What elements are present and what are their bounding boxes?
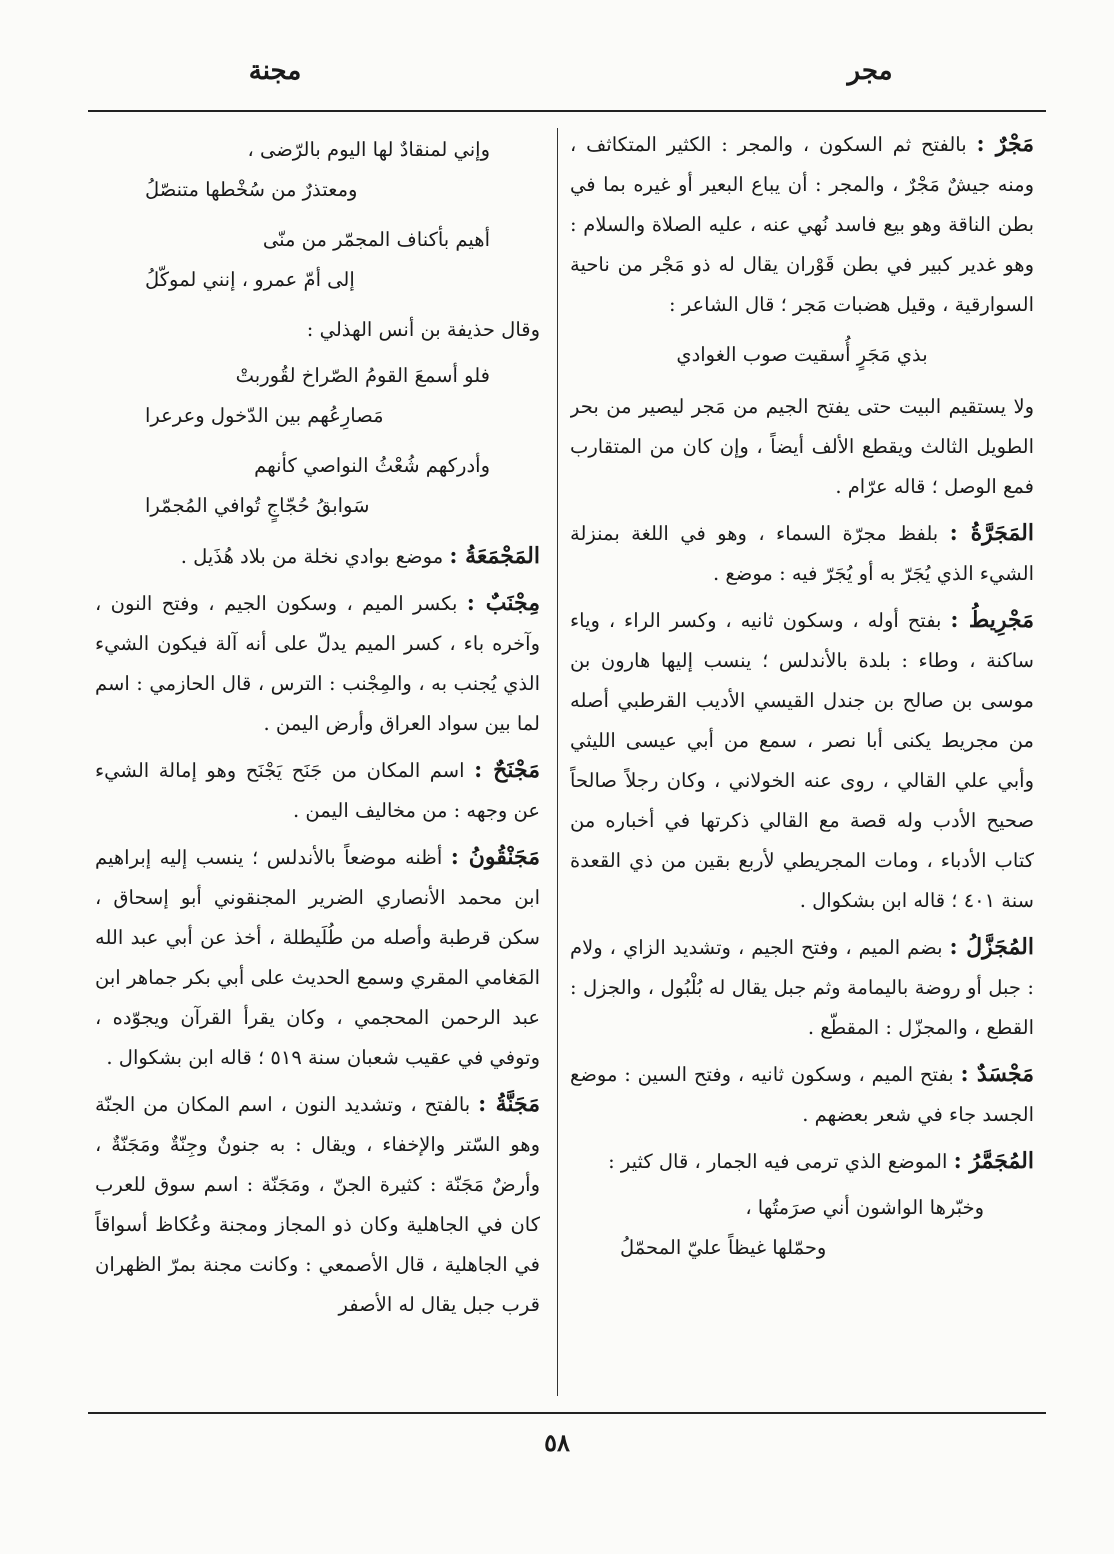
headword: المَجَرَّةُ : [949,520,1034,546]
poem-line: إلى أمّ عمرو ، إنني لموكّلُ [145,268,355,291]
entry-continuation: ولا يستقيم البيت حتى يفتح الجيم من مَجر ليصير من بحر الطويل الثالث ويقطع الألف أيضاً ، وإن كان من المتقارب فمع الوصل ؛ قاله عرّام . [570,395,1034,498]
poem-line: وأدركهم شُعْثُ النواصي كأنهم [254,454,490,477]
poem [570,1188,1034,1268]
entry-mijnab [95,583,540,744]
entry-majanqun [95,837,540,1078]
poem-line: مَصارِعُهم بين الدّخول وعرعرا [145,404,384,427]
headword: مَجْرٌ : [976,131,1034,157]
entry-text: بفتح الميم ، وسكون ثانيه ، وفتح السين : موضع الجسد جاء في شعر بعضهم . [570,1063,1034,1126]
headword: المُجَمَّرُ : [953,1148,1034,1174]
entry-text: أظنه موضعاً بالأندلس ؛ ينسب إليه إبراهيم ابن محمد الأنصاري الضرير المجنقوني أبو إسحاق ، سكن قرطبة وأصله من طُلَيطلة ، أخذ عن أبي عبد الله المَغامي المقري وسمع الحديث على أبي بكر جماهر ابن عبد الرحمن المحجمي ، وكان يقرأ القرآن ويجوّده ، وتوفي في عقيب شعبان سنة ٥١٩ ؛ قاله ابن بشكوال . [95,846,540,1069]
headword: المُجَزَّلُ : [949,934,1034,960]
entry-majr [570,124,1034,325]
poem-line: وحمّلها غيظاً عليّ المحمّلُ [620,1236,827,1259]
entry-almujammar [570,1141,1034,1182]
entry-text: بالفتح ثم السكون ، والمجر : الكثير المتكاثف ، ومنه جيشٌ مَجْرٌ ، والمجر : أن يباع البعير أو غيره بما في بطن الناقة وهو بيع فاسد نُهي عنه ، عليه الصلاة والسلام : وهو غدير كبير في بطن قَوْران يقال له ذو مَجْر من ناحية السوارقية ، وقيل هضبات مَجر ؛ قال الشاعر : [570,133,1034,316]
headword: مَجْرِيطُ : [950,607,1034,633]
left-column [95,124,540,1400]
entry-text: موضع بوادي نخلة من بلاد هُذَيل . [180,545,444,568]
bottom-rule [88,1412,1046,1414]
entry-majrit [570,600,1034,921]
headword: المَجْمَعَةُ : [449,543,540,569]
entry-text: الموضع الذي ترمى فيه الجمار ، قال كثير : [608,1150,948,1173]
headword: مِجْنَبٌ : [466,590,540,616]
poem-line: فلو أسمعَ القومُ الصّراخ لقُوربتْ [235,364,490,387]
entry-majsad [570,1054,1034,1135]
headword: مَجْسَدٌ : [960,1061,1034,1087]
column-divider [557,128,558,1396]
poem [95,356,540,436]
poem [95,446,540,526]
poem-line: وإني لمنقادٌ لها اليوم بالرّضى ، [247,138,490,161]
poem-line: وخبّرها الواشون أني صرَمتُها ، [745,1196,984,1219]
header-left-word: مجنة [248,56,302,86]
entry-majanna [95,1084,540,1325]
page-number: ٥٨ [544,1428,570,1457]
entry-text: بلفظ مجرّة السماء ، وهو في اللغة بمنزلة الشيء الذي يُجَرّ به أو يُجَرّ فيه : موضع . [570,522,1034,585]
poem-line: أهيم بأكناف المجمّر من منّى [262,228,490,251]
verse-line: بذي مَجَرٍ أُسقيت صوب الغوادي [676,343,928,366]
entry-text: بكسر الميم ، وسكون الجيم ، وفتح النون ، وآخره باء ، كسر الميم يدلّ على أنه آلة فيكون الشيء الذي يُجنب به ، والمِجْنب : الترس ، قال الحازمي : اسم لما بين سواد العراق وأرض اليمن . [95,592,540,735]
poem-intro: وقال حذيفة بن أنس الهذلي : [306,318,540,341]
poem [95,220,540,300]
entry-almajmaa [95,536,540,577]
entry-majnah [95,750,540,831]
entry-text: بضم الميم ، وفتح الجيم ، وتشديد الزاي ، ولام : جبل أو روضة باليمامة وثم جبل يقال له بُلْبُول ، والجزل : القطع ، والمجزّل : المقطّع . [570,936,1034,1039]
poem-line: ومعتذرٌ من سُخْطها متنصّلُ [145,178,358,201]
entry-text: بفتح أوله ، وسكون ثانيه ، وكسر الراء ، وياء ساكنة ، وطاء : بلدة بالأندلس ؛ ينسب إليها هارون بن موسى بن صالح بن جندل القيسي الأديب القرطبي أصله من مجريط يكنى أبا نصر ، سمع من أبي عيسى الليثي وأبي علي القالي ، روى عنه الخولاني ، وكان رجلاً صالحاً صحيح الأدب وله قصة مع القالي ذكرتها في أخباره من كتاب الأدباء ، ومات المجريطي لأربع بقين من ذي القعدة سنة ٤٠١ ؛ قاله ابن بشكوال . [570,609,1034,912]
header-right-word: مجر [847,56,893,86]
top-rule [88,110,1046,112]
entry-text: بالفتح ، وتشديد النون ، اسم المكان من الجنّة وهو السّتر والإخفاء ، ويقال : به جنونٌ وجِنّةٌ ومَجَنّةٌ ، وأرضٌ مَجَنّة : كثيرة الجنّ ، ومَجَنّة : اسم سوق للعرب كان في الجاهلية وكان ذو المجاز ومجنة وعُكاظ أسواقاً في الجاهلية ، قال الأصمعي : وكانت مجنة بمرّ الظهران قرب جبل يقال له الأصفر [95,1093,540,1316]
headword: مَجْنَحٌ : [474,757,540,783]
headword: مَجَنْقُونُ : [450,844,540,870]
poem [95,130,540,210]
entry-almajarra [570,513,1034,594]
poem-line: سَوابقُ حُجّاجٍ تُوافي المُجمّرا [145,494,370,517]
entry-text: اسم المكان من جَنَح يَجْنَح وهو إمالة الشيء عن وجهه : من مخاليف اليمن . [95,759,540,822]
entry-almujazzal [570,927,1034,1048]
headword: مَجَنَّةُ : [478,1091,540,1117]
right-column [570,124,1034,1400]
